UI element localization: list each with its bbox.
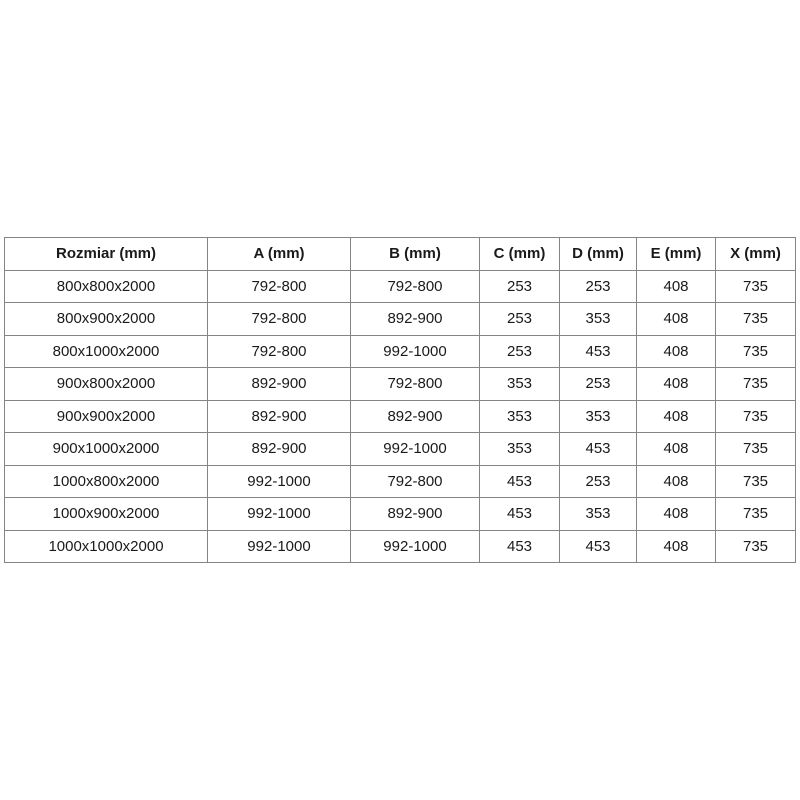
- table-cell: 892-900: [351, 303, 480, 336]
- table-cell: 900x900x2000: [5, 400, 208, 433]
- table-cell: 408: [637, 335, 716, 368]
- column-header-b: B (mm): [351, 238, 480, 271]
- table-cell: 735: [716, 400, 796, 433]
- column-header-e: E (mm): [637, 238, 716, 271]
- table-cell: 735: [716, 368, 796, 401]
- table-cell: 353: [480, 400, 560, 433]
- table-cell: 735: [716, 498, 796, 531]
- table-row: [5, 498, 796, 531]
- table-cell: 408: [637, 498, 716, 531]
- size-dimensions-table: [4, 237, 796, 563]
- table-row: [5, 400, 796, 433]
- table-cell: 992-1000: [351, 335, 480, 368]
- table-cell: 992-1000: [351, 530, 480, 563]
- table-cell: 992-1000: [208, 498, 351, 531]
- table-cell: 453: [480, 530, 560, 563]
- table-cell: 453: [560, 335, 637, 368]
- table-cell: 792-800: [208, 270, 351, 303]
- column-header-a: A (mm): [208, 238, 351, 271]
- table-cell: 992-1000: [208, 465, 351, 498]
- table-cell: 353: [480, 368, 560, 401]
- table-header-row: [5, 238, 796, 271]
- table-cell: 453: [480, 498, 560, 531]
- table-cell: 735: [716, 433, 796, 466]
- table-cell: 253: [560, 465, 637, 498]
- column-header-rozmiar: Rozmiar (mm): [5, 238, 208, 271]
- table-row: [5, 530, 796, 563]
- table-cell: 253: [560, 270, 637, 303]
- table-cell: 992-1000: [208, 530, 351, 563]
- table-cell: 1000x800x2000: [5, 465, 208, 498]
- table-cell: 992-1000: [351, 433, 480, 466]
- table-cell: 892-900: [351, 498, 480, 531]
- table-cell: 892-900: [351, 400, 480, 433]
- table-cell: 792-800: [351, 465, 480, 498]
- table-cell: 792-800: [351, 368, 480, 401]
- table-cell: 792-800: [351, 270, 480, 303]
- table-row: [5, 433, 796, 466]
- table-cell: 408: [637, 270, 716, 303]
- table-cell: 408: [637, 465, 716, 498]
- table-cell: 792-800: [208, 335, 351, 368]
- table-cell: 735: [716, 270, 796, 303]
- table-cell: 408: [637, 433, 716, 466]
- table-cell: 453: [560, 433, 637, 466]
- table-cell: 353: [480, 433, 560, 466]
- column-header-d: D (mm): [560, 238, 637, 271]
- table-row: [5, 465, 796, 498]
- table-cell: 800x1000x2000: [5, 335, 208, 368]
- table-cell: 453: [560, 530, 637, 563]
- table-cell: 408: [637, 400, 716, 433]
- table-cell: 1000x900x2000: [5, 498, 208, 531]
- table-cell: 735: [716, 465, 796, 498]
- table-cell: 353: [560, 400, 637, 433]
- table-cell: 453: [480, 465, 560, 498]
- table-cell: 800x800x2000: [5, 270, 208, 303]
- table-cell: 792-800: [208, 303, 351, 336]
- table-cell: 892-900: [208, 400, 351, 433]
- table-row: [5, 303, 796, 336]
- column-header-c: C (mm): [480, 238, 560, 271]
- table-cell: 735: [716, 530, 796, 563]
- table-cell: 353: [560, 303, 637, 336]
- table-cell: 253: [480, 335, 560, 368]
- table-cell: 408: [637, 303, 716, 336]
- table-cell: 1000x1000x2000: [5, 530, 208, 563]
- table-row: [5, 335, 796, 368]
- table-cell: 892-900: [208, 433, 351, 466]
- table-cell: 408: [637, 530, 716, 563]
- table-row: [5, 368, 796, 401]
- table-cell: 353: [560, 498, 637, 531]
- table-cell: 735: [716, 303, 796, 336]
- table-cell: 408: [637, 368, 716, 401]
- table-cell: 892-900: [208, 368, 351, 401]
- table-cell: 735: [716, 335, 796, 368]
- table-cell: 253: [480, 270, 560, 303]
- table-cell: 253: [480, 303, 560, 336]
- table-cell: 900x1000x2000: [5, 433, 208, 466]
- column-header-x: X (mm): [716, 238, 796, 271]
- table-cell: 253: [560, 368, 637, 401]
- table-cell: 900x800x2000: [5, 368, 208, 401]
- table-row: [5, 270, 796, 303]
- table-cell: 800x900x2000: [5, 303, 208, 336]
